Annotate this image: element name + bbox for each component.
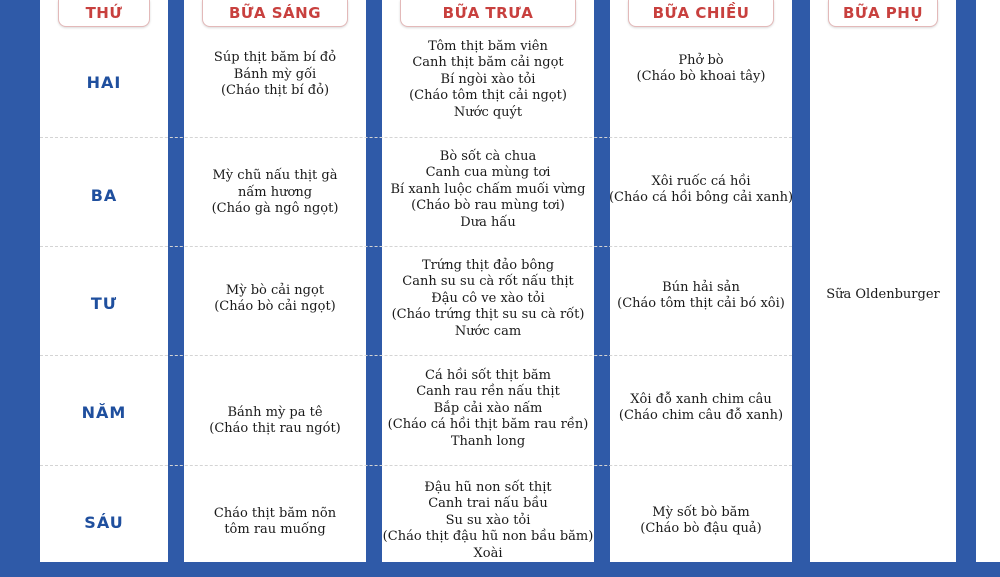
menu-item: (Cháo chim câu đỗ xanh)	[618, 408, 784, 423]
header-lunch: BỮA TRƯA	[400, 0, 576, 27]
menu-item: Phở bò	[678, 52, 724, 68]
menu-item: Canh cua mùng tơi	[425, 165, 551, 181]
menu-item: (Cháo thịt bí đỏ)	[220, 83, 330, 99]
menu-item: Xoài	[473, 545, 503, 561]
menu-item: (Cháo tôm thịt cải ngọt)	[409, 88, 567, 104]
menu-item: (Cháo bò cải ngọt)	[214, 299, 336, 314]
menu-item: Bánh mỳ gối	[233, 66, 317, 82]
breakfast-cell-wed	[184, 244, 366, 354]
menu-item: (Cháo trứng thịt su su cà rốt)	[391, 307, 585, 323]
menu-item: Mỳ chũ nấu thịt gà	[212, 168, 338, 184]
menu-item: Đậu cô ve xào tỏi	[431, 290, 545, 306]
menu-item: (Cháo bò khoai tây)	[636, 69, 766, 84]
lunch-cell-tue	[382, 135, 594, 245]
breakfast-cell-thu	[184, 366, 366, 476]
day-label-fri: SÁU	[84, 512, 124, 532]
lunch-cell-fri	[382, 466, 594, 576]
breakfast-cell-mon	[184, 27, 366, 123]
menu-item: Súp thịt băm bí đỏ	[213, 50, 337, 66]
header-day: THỨ	[58, 0, 150, 27]
menu-item: (Cháo cá hồi bông cải xanh)	[608, 190, 794, 205]
dinner-cell-tue	[610, 135, 792, 245]
dinner-cell-wed	[610, 241, 792, 351]
menu-item: Trứng thịt đảo bông	[421, 257, 555, 273]
menu-item: (Cháo bò rau mùng tơi)	[411, 198, 565, 214]
menu-item: Cá hồi sốt thịt băm	[425, 367, 551, 383]
menu-item: Xôi ruốc cá hồi	[651, 173, 751, 189]
menu-item: Bắp cải xào nấm	[433, 400, 543, 416]
menu-item: Bò sốt cà chua	[439, 148, 537, 164]
snack-cell: Sữa Oldenburger	[826, 287, 940, 302]
menu-item: Mỳ sốt bò băm	[652, 504, 750, 520]
menu-item: (Cháo gà ngô ngọt)	[211, 201, 339, 217]
menu-item: nấm hương	[237, 184, 313, 200]
menu-item: Canh thịt băm cải ngọt	[412, 55, 564, 71]
breakfast-cell-tue	[184, 138, 366, 248]
dinner-cell-thu	[610, 353, 792, 463]
menu-item: Canh su su cà rốt nấu thịt	[402, 274, 574, 290]
dinner-cell-fri	[610, 466, 792, 576]
menu-item: (Cháo cá hồi thịt băm rau rền)	[387, 417, 589, 433]
breakfast-cell-fri	[184, 467, 366, 577]
menu-item: Nước quýt	[453, 104, 523, 120]
header-dinner: BỮA CHIỀU	[628, 0, 774, 27]
header-snack: BỮA PHỤ	[828, 0, 938, 27]
lunch-cell-wed	[382, 244, 594, 354]
menu-item: Mỳ bò cải ngọt	[225, 282, 325, 298]
menu-item: Canh trai nấu bầu	[428, 496, 548, 512]
menu-item: Cháo thịt băm nõn	[213, 505, 337, 521]
menu-item: Bí xanh luộc chấm muối vừng	[390, 181, 586, 197]
menu-item: Tôm thịt băm viên	[428, 38, 548, 54]
menu-item: (Cháo bò đậu quả)	[640, 521, 762, 536]
menu-item: Dưa hấu	[460, 214, 516, 230]
menu-item: (Cháo thịt đậu hũ non bầu băm)	[382, 529, 594, 545]
menu-item: Nước cam	[454, 323, 522, 339]
menu-item: Bánh mỳ pa tê	[227, 404, 323, 420]
menu-item: Đậu hũ non sốt thịt	[424, 479, 552, 495]
day-label-thu: NĂM	[81, 402, 127, 422]
menu-item: Canh rau rền nấu thịt	[416, 384, 560, 400]
menu-item: tôm rau muống	[224, 522, 326, 537]
menu-item: Bí ngòi xào tỏi	[440, 71, 536, 87]
menu-item: Xôi đỗ xanh chim câu	[630, 391, 772, 407]
day-label-tue: BA	[90, 185, 118, 205]
lunch-cell-mon	[382, 27, 594, 133]
menu-item: Su su xào tỏi	[445, 512, 531, 528]
header-breakfast: BỮA SÁNG	[202, 0, 348, 27]
menu-item: (Cháo thịt rau ngót)	[209, 421, 341, 436]
menu-item: Thanh long	[450, 433, 526, 449]
right-edge-panel	[976, 0, 1000, 562]
dinner-cell-mon	[610, 27, 792, 111]
day-label-mon: HAI	[86, 72, 122, 92]
lunch-cell-thu	[382, 354, 594, 464]
menu-item: (Cháo tôm thịt cải bó xôi)	[617, 296, 785, 311]
menu-item: Bún hải sản	[662, 279, 740, 295]
day-label-wed: TƯ	[90, 293, 118, 313]
